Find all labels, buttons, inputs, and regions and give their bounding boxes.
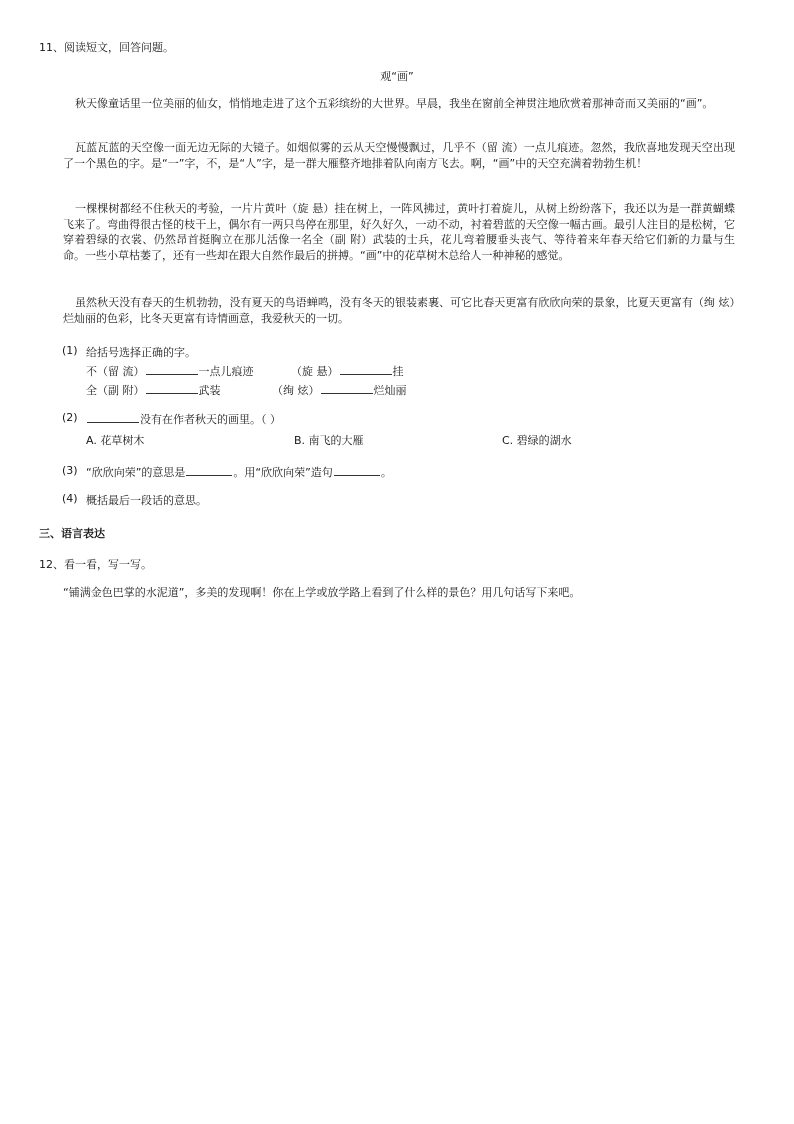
option-b[interactable]: B. 南飞的大雁 bbox=[294, 434, 364, 447]
subquestion-1-prompt: 给括号选择正确的字。 bbox=[86, 346, 196, 359]
option-a[interactable]: A. 花草树木 bbox=[86, 434, 145, 447]
answer-blank[interactable] bbox=[87, 412, 139, 423]
subquestion-3-line bbox=[86, 464, 392, 480]
row1-choice-b: （旋 悬） bbox=[291, 365, 339, 378]
answer-blank[interactable] bbox=[340, 364, 392, 375]
question-12-text: “铺满金色巴掌的水泥道”，多美的发现啊！你在上学或放学路上看到了什么样的景色？用几句话写下来吧。 bbox=[63, 586, 581, 599]
answer-blank[interactable] bbox=[146, 364, 198, 375]
subquestion-1-row-2 bbox=[86, 382, 221, 398]
answer-blank[interactable] bbox=[334, 465, 380, 476]
row1-word-b: 挂 bbox=[392, 365, 404, 378]
section-3-heading: 三、语言表达 bbox=[39, 527, 105, 540]
question-11-heading: 11、阅读短文，回答问题。 bbox=[39, 41, 174, 54]
subquestion-2-number: (2) bbox=[62, 411, 78, 424]
row2-word-a: 武装 bbox=[198, 384, 221, 397]
row1-choice-a: 不（留 流） bbox=[86, 365, 145, 378]
passage-paragraph-2: 瓦蓝瓦蓝的天空像一面无边无际的大镜子。如烟似雾的云从天空慢慢飘过，几乎不（留 流）一点儿痕迹。忽然，我欣喜地发现天空出现了一个黑色的字。是“一”字，不，是“人”字，是一群大雁整齐地排着队向南方飞去。啊，“画”中的天空充满着勃勃生机！ bbox=[63, 141, 735, 170]
passage-paragraph-3: 一棵棵树都经不住秋天的考验，一片片黄叶（旋 悬）挂在树上，一阵风拂过，黄叶打着旋儿，从树上纷纷落下，我还以为是一群黄蝴蝶飞来了。弯曲得很古怪的枝干上，偶尔有一两只鸟停在那里，好久好久，一动不动，衬着碧蓝的天空像一幅古画。最引人注目的是松树，它穿着碧绿的衣裳、仍然昂首挺胸立在那儿活像一名全（副 附）武装的士兵，花儿弯着腰垂头丧气、等待着来年春天给它们新的力量与生命。一些小草枯萎了，还有一些却在跟大自然作最后的拼搏。“画”中的花草树木总给人一种神秘的感觉。 bbox=[63, 202, 735, 262]
subquestion-1-row-1b bbox=[291, 363, 404, 379]
passage-paragraph-1: 秋天像童话里一位美丽的仙女，悄悄地走进了这个五彩缤纷的大世界。早晨，我坐在窗前全神贯注地欣赏着那神奇而又美丽的“画”。 bbox=[75, 97, 714, 110]
subquestion-1-row-2b bbox=[272, 382, 407, 398]
passage-title: 观“画” bbox=[380, 70, 414, 83]
subquestion-4-number: (4) bbox=[62, 492, 78, 505]
answer-blank[interactable] bbox=[321, 383, 373, 394]
subquestion-3-number: (3) bbox=[62, 464, 78, 477]
row2-word-b: 烂灿丽 bbox=[373, 384, 407, 397]
row2-choice-b: （绚 炫） bbox=[272, 384, 320, 397]
question-12-heading: 12、看一看，写一写。 bbox=[39, 558, 152, 571]
answer-blank[interactable] bbox=[186, 465, 232, 476]
answer-blank[interactable] bbox=[146, 383, 198, 394]
subquestion-1-row-1 bbox=[86, 363, 254, 379]
subquestion-2-line bbox=[86, 411, 281, 427]
option-c[interactable]: C. 碧绿的湖水 bbox=[502, 434, 572, 447]
subquestion-2-prompt: 没有在作者秋天的画里。（ ） bbox=[140, 413, 281, 426]
subquestion-3-part-3: 。 bbox=[380, 466, 392, 479]
subquestion-3-part-2: 。用“欣欣向荣”造句 bbox=[233, 466, 333, 479]
row2-choice-a: 全（副 附） bbox=[86, 384, 145, 397]
subquestion-1-number: (1) bbox=[62, 344, 78, 357]
row1-word-a: 一点儿痕迹 bbox=[198, 365, 254, 378]
subquestion-4-prompt: 概括最后一段话的意思。 bbox=[86, 494, 207, 507]
passage-paragraph-4: 虽然秋天没有春天的生机勃勃，没有夏天的鸟语蝉鸣，没有冬天的银装素裹、可它比春天更富有欣欣向荣的景象，比夏天更富有（绚 炫）烂灿丽的色彩，比冬天更富有诗情画意，我爱秋天的一切。 bbox=[63, 296, 735, 325]
subquestion-3-part-1: “欣欣向荣”的意思是 bbox=[86, 466, 186, 479]
